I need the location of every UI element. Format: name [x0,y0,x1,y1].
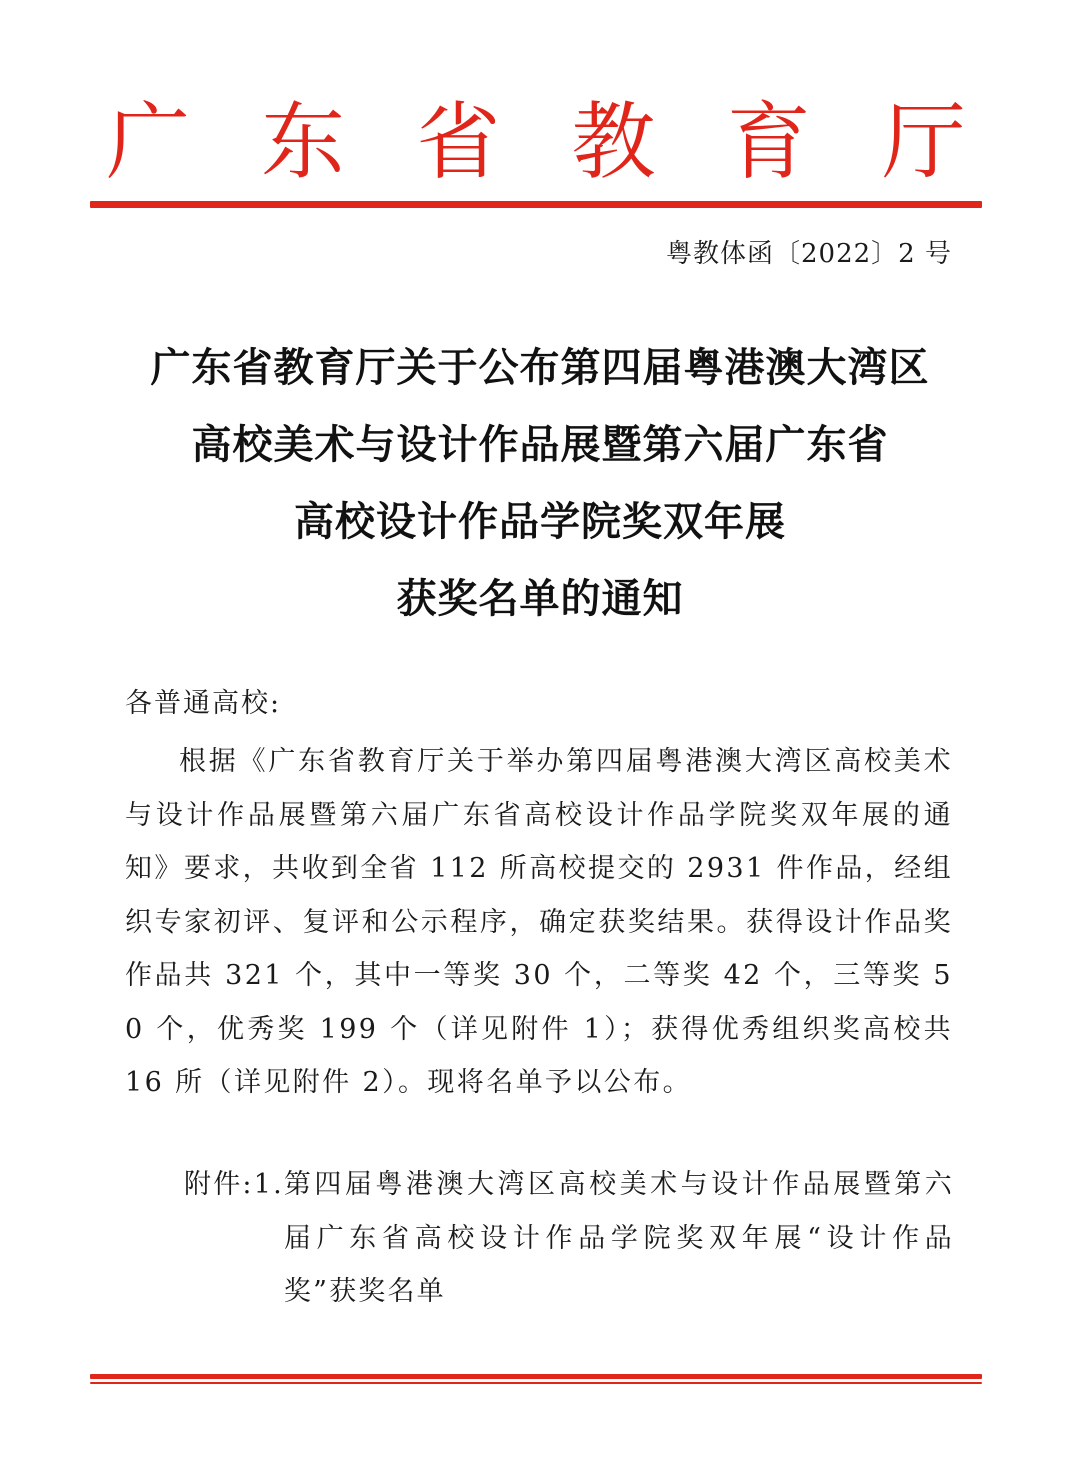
masthead-char: 省 [416,93,501,191]
salutation: 各普通高校: [125,688,282,719]
masthead-char: 育 [726,93,811,191]
notice-title [60,345,1020,653]
footer-red-rule-thin [90,1382,982,1384]
masthead-char: 广 [105,93,190,191]
attachment-list [184,1158,954,1319]
masthead-char: 厅 [881,93,966,191]
document-number: 粤教体函〔2022〕2 号 [666,239,952,269]
title-line: 广东省教育厅关于公布第四届粤港澳大湾区 [150,344,930,391]
attachment-label: 附件: [184,1169,254,1200]
issuer-masthead [98,92,974,192]
title-line: 高校设计作品学院奖双年展 [294,498,786,545]
attachment-item [254,1158,954,1319]
title-line: 获奖名单的通知 [396,575,684,622]
footer-red-rule [90,1374,982,1379]
attachment-number: 1. [253,1169,284,1200]
title-line: 高校美术与设计作品展暨第六届广东省 [191,421,889,468]
attachment-title: 第四届粤港澳大湾区高校美术与设计作品展暨第六届广东省高校设计作品学院奖双年展“设计作品奖”获奖名单 [283,1169,954,1307]
body-paragraph: 根据《广东省教育厅关于举办第四届粤港澳大湾区高校美术与设计作品展暨第六届广东省高校设计作品学院奖双年展的通知》要求，共收到全省 112 所高校提交的 2931 件作品，经组织专家初评、复评和公示程序，确定获奖结果。获得设计作品奖作品共 321 个，其中一等奖 30 个，二等奖 42 个，三等奖 50 个，优秀奖 199 个（详见附件 1）；获得优秀组织奖高校共 16 所（详见附件 2）。现将名单予以公布。 [125,746,953,1098]
masthead-char: 教 [571,93,656,191]
header-red-rule [90,201,982,208]
masthead-char: 东 [261,93,346,191]
